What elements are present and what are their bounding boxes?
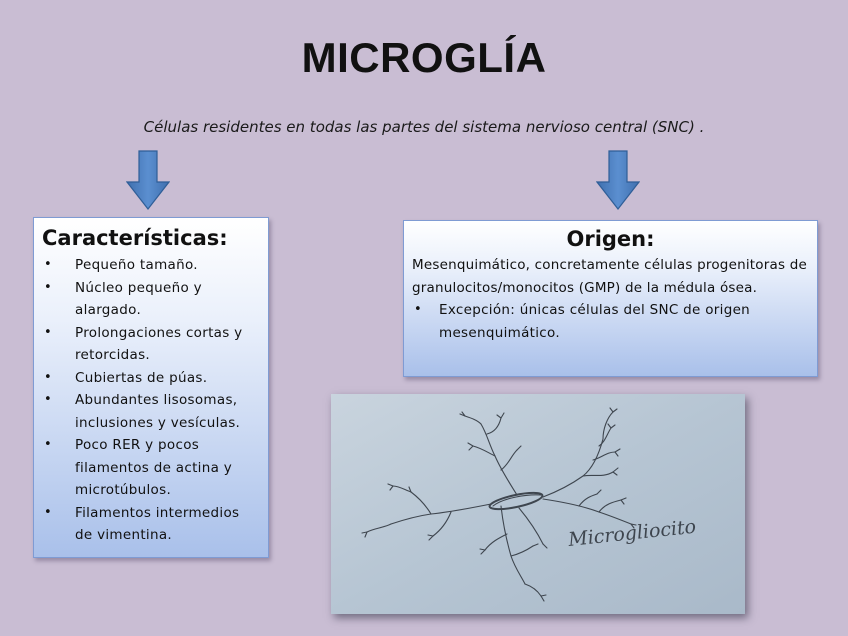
list-item: • Cubiertas de púas. (42, 367, 260, 390)
bullet-icon: • (44, 279, 52, 295)
origin-box (403, 220, 818, 377)
bullet-icon: • (44, 504, 52, 520)
characteristics-list (42, 254, 260, 547)
origin-list (412, 299, 809, 344)
bullet-icon: • (44, 324, 52, 340)
origin-text: Mesenquimático, concretamente células progenitoras de granulocitos/monocitos (GMP) de la médula ósea. (412, 257, 807, 296)
illustration-caption: Microgliocito (567, 515, 698, 551)
down-arrow-icon (596, 150, 640, 210)
slide-subtitle: Células residentes en todas las partes del sistema nervioso central (SNC) . (143, 118, 705, 136)
bullet-icon: • (44, 437, 52, 452)
microglia-illustration (331, 394, 745, 614)
list-item: • Excepción: únicas células del SNC de origen mesenquimático. (412, 299, 809, 344)
microglia-drawing (331, 394, 745, 614)
slide-title: MICROGLÍA (301, 34, 547, 81)
bullet-icon: • (44, 392, 52, 407)
list-item: • Prolongaciones cortas y retorcidas. (42, 322, 260, 367)
characteristics-heading: Características: (42, 226, 228, 250)
list-item: • Pequeño tamaño. (42, 254, 260, 277)
list-item: • Poco RER y pocos filamentos de actina y microtúbulos. (42, 434, 260, 502)
list-item: • Núcleo pequeño y alargado. (42, 277, 260, 322)
bullet-icon: • (44, 257, 52, 272)
list-item: • Filamentos intermedios de vimentina. (42, 502, 260, 547)
characteristics-box (33, 217, 269, 558)
origin-heading: Origen: (566, 227, 655, 251)
bullet-icon: • (44, 369, 52, 385)
list-item: • Abundantes lisosomas, inclusiones y vesículas. (42, 389, 260, 434)
bullet-icon: • (414, 302, 422, 317)
down-arrow-icon (126, 150, 170, 210)
